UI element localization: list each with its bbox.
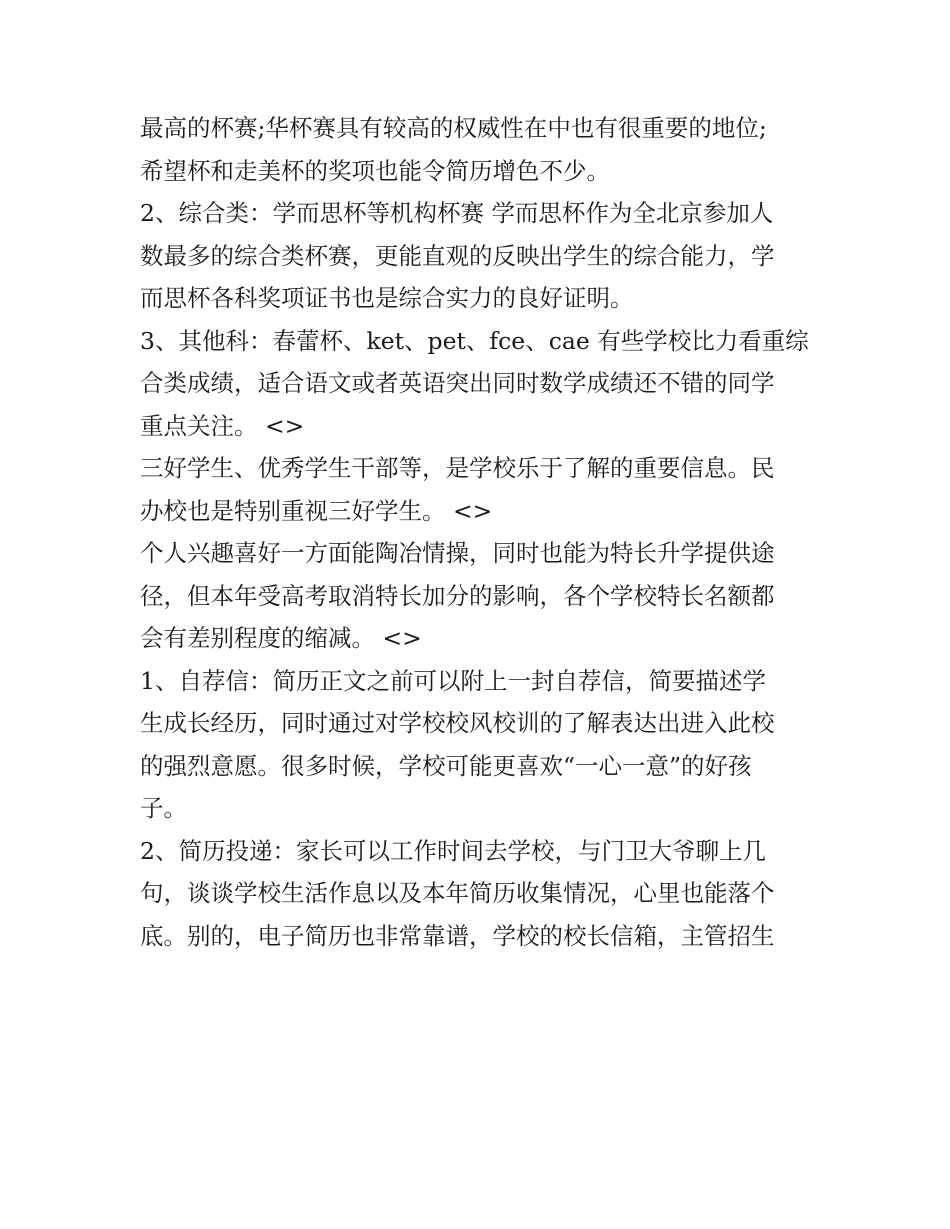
paragraph-resume-delivery — [140, 830, 820, 958]
text-line: 底。别的，电子简历也非常靠谱，学校的校长信箱，主管招生 — [140, 921, 775, 950]
text-line: 2、综合类：学而思杯等机构杯赛 学而思杯作为全北京参加人 — [140, 199, 774, 227]
text-line: 数最多的综合类杯赛，更能直观的反映出学生的综合能力，学 — [140, 241, 775, 270]
text-line: 最高的杯赛;华杯赛具有较高的权威性在中也有很重要的地位; — [140, 114, 767, 142]
text-line: 生成长经历，同时通过对学校校风校训的了解表达出进入此校 — [140, 709, 775, 737]
paragraph-cup-competitions — [140, 107, 820, 192]
paragraph-cover-letter — [140, 660, 820, 830]
text-line: 办校也是特别重视三好学生。 <> — [140, 496, 493, 525]
document-body — [140, 107, 820, 957]
text-line: 而思杯各科奖项证书也是综合实力的良好证明。 — [140, 284, 634, 312]
text-line: 1、自荐信：简历正文之前可以附上一封自荐信，简要描述学 — [140, 666, 766, 695]
text-line: 重点关注。 <> — [140, 411, 305, 440]
text-line: 会有差别程度的缩减。 <> — [140, 624, 422, 652]
text-line: 的强烈意愿。很多时候，学校可能更喜欢“一心一意”的好孩 — [140, 751, 752, 780]
text-line: 径，但本年受高考取消特长加分的影响，各个学校特长名额都 — [140, 581, 775, 610]
text-line: 三好学生、优秀学生干部等，是学校乐于了解的重要信息。民 — [140, 454, 775, 482]
paragraph-hobbies — [140, 532, 820, 660]
text-line: 个人兴趣喜好一方面能陶冶情操，同时也能为特长升学提供途 — [140, 539, 775, 567]
paragraph-comprehensive — [140, 192, 820, 320]
text-line: 希望杯和走美杯的奖项也能令简历增色不少。 — [140, 156, 610, 185]
text-line: 合类成绩，适合语文或者英语突出同时数学成绩还不错的同学 — [140, 369, 775, 397]
text-line: 句，谈谈学校生活作息以及本年简历收集情况，心里也能落个 — [140, 879, 775, 907]
text-line: 3、其他科：春蕾杯、ket、pet、fce、cae 有些学校比力看重综 — [140, 326, 809, 355]
text-line: 子。 — [140, 794, 187, 822]
text-line: 2、简历投递：家长可以工作时间去学校，与门卫大爷聊上几 — [140, 836, 766, 865]
paragraph-other-subjects — [140, 320, 820, 448]
paragraph-merit-students — [140, 447, 820, 532]
